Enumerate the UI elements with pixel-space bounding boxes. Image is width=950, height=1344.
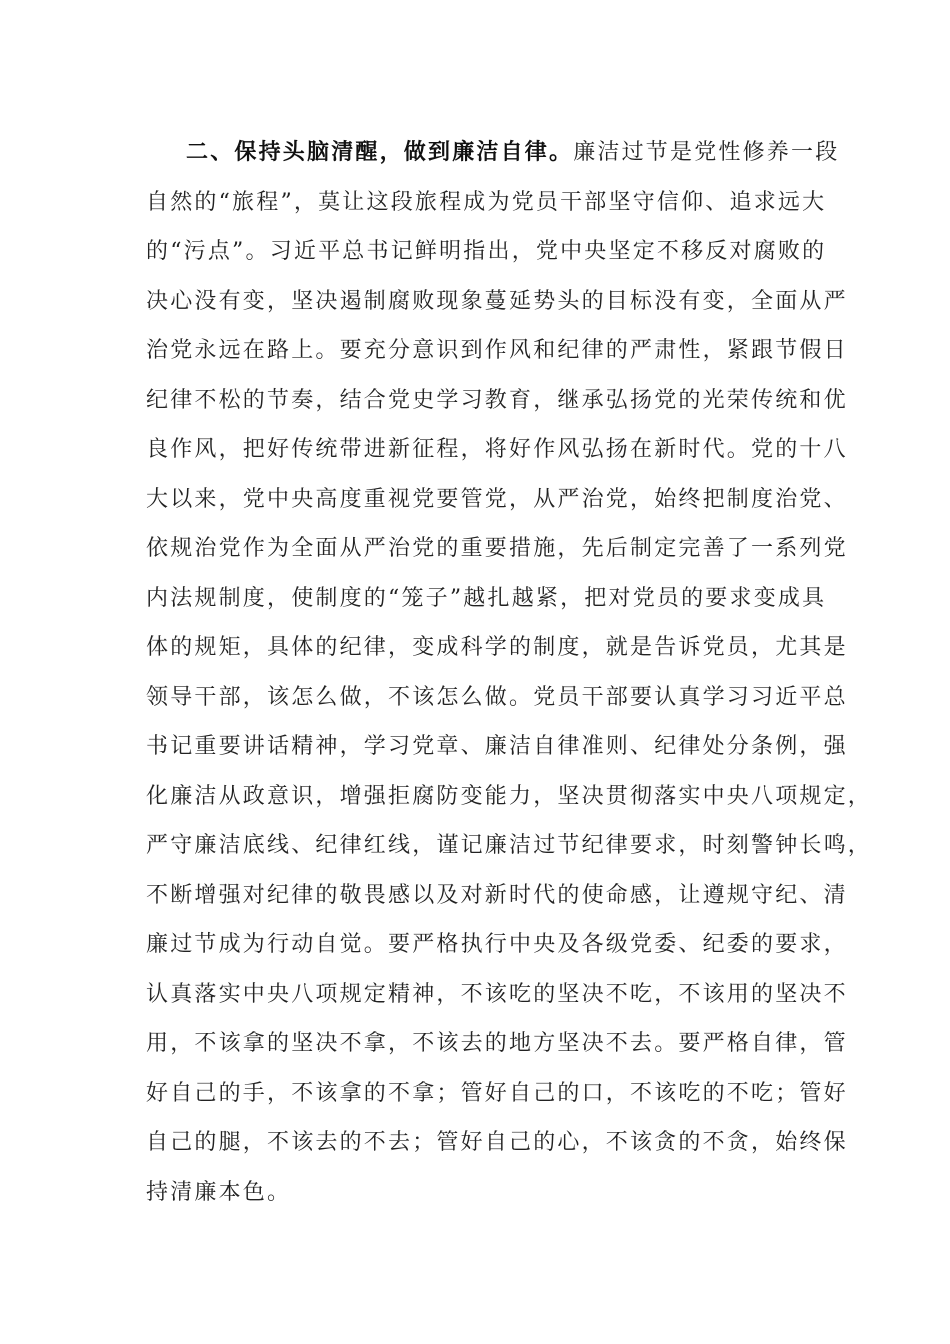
text-line: 自己的腿，不该去的不去；管好自己的心，不该贪的不贪，始终保 — [146, 1130, 848, 1155]
text-line: 用，不该拿的坚决不拿，不该去的地方坚决不去。要严格自律，管 — [146, 1031, 848, 1056]
text-line: 自然的“旅程”，莫让这段旅程成为党员干部坚守信仰、追求远大 — [146, 189, 827, 215]
text-line: 书记重要讲话精神，学习党章、廉洁自律准则、纪律处分条例，强 — [146, 734, 848, 759]
text-line: 不断增强对纪律的敬畏感以及对新时代的使命感，让遵规守纪、清 — [146, 882, 848, 908]
text-line: 严守廉洁底线、纪律红线，谨记廉洁过节纪律要求，时刻警钟长鸣， — [146, 833, 873, 858]
text-line: 决心没有变，坚决遏制腐败现象蔓延势头的目标没有变，全面从严 — [146, 288, 848, 314]
section-heading: 二、保持头脑清醒，做到廉洁自律。 — [186, 140, 574, 165]
text-line: 体的规矩，具体的纪律，变成科学的制度，就是告诉党员，尤其是 — [146, 635, 848, 660]
text-line: 纪律不松的节奏，结合党史学习教育，继承弘扬党的光荣传统和优 — [146, 387, 848, 413]
text-line: 治党永远在路上。要充分意识到作风和纪律的严肃性，紧跟节假日 — [146, 338, 848, 363]
text-line: 良作风，把好传统带进新征程，将好作风弘扬在新时代。党的十八 — [146, 437, 848, 462]
text-line: 大以来，党中央高度重视党要管党，从严治党，始终把制度治党、 — [146, 486, 848, 512]
text-line: 认真落实中央八项规定精神，不该吃的坚决不吃，不该用的坚决不 — [146, 981, 848, 1007]
text-line: 好自己的手，不该拿的不拿；管好自己的口，不该吃的不吃；管好 — [146, 1080, 848, 1106]
text-line: 的“污点”。习近平总书记鲜明指出，党中央坚定不移反对腐败的 — [146, 239, 827, 264]
text-line: 领导干部，该怎么做，不该怎么做。党员干部要认真学习习近平总 — [146, 684, 848, 710]
body-paragraph — [146, 128, 873, 1217]
text-line: 依规治党作为全面从严治党的重要措施，先后制定完善了一系列党 — [146, 536, 848, 561]
text-line: 廉过节成为行动自觉。要严格执行中央及各级党委、纪委的要求， — [146, 932, 848, 957]
text-line: 化廉洁从政意识，增强拒腐防变能力，坚决贯彻落实中央八项规定， — [146, 783, 873, 809]
paragraph-first-line — [146, 128, 840, 178]
first-line-text: 廉洁过节是党性修养一段 — [573, 140, 840, 165]
text-line: 内法规制度，使制度的“笼子”越扎越紧，把对党员的要求变成具 — [146, 585, 827, 611]
text-line: 持清廉本色。 — [146, 1179, 292, 1205]
